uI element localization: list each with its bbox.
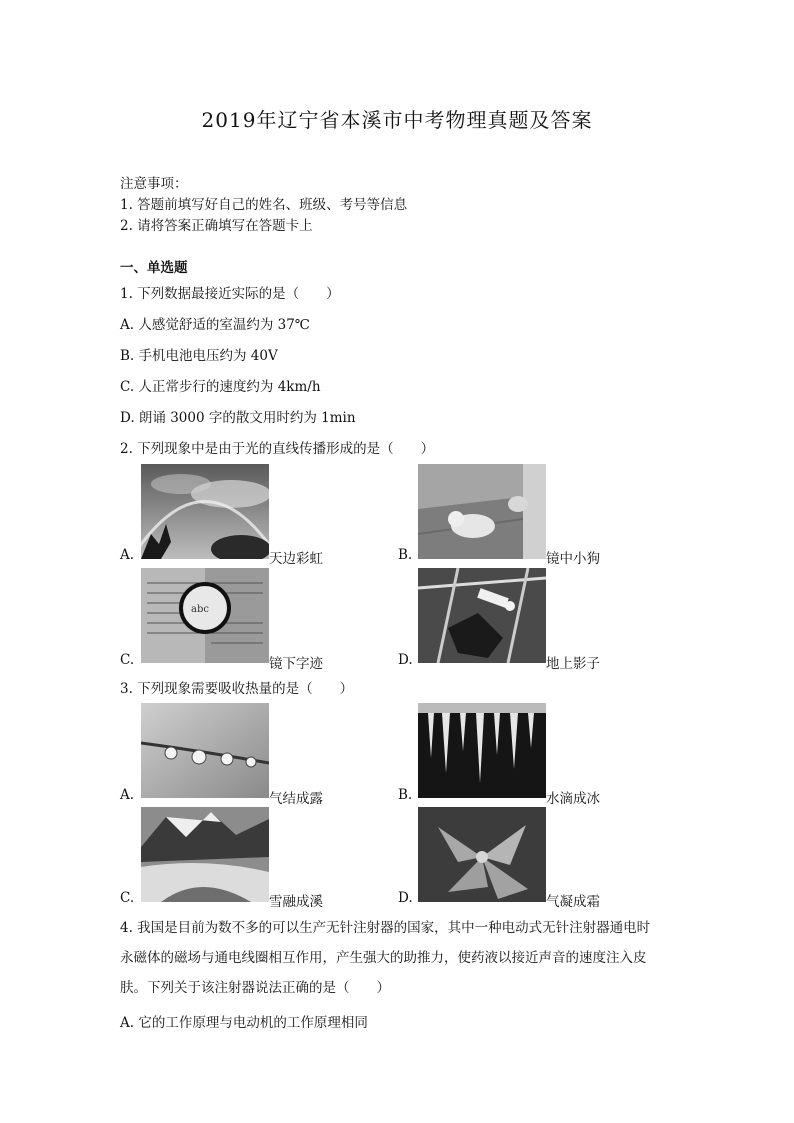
q2-stem: 2. 下列现象中是由于光的直线传播形成的是（ ） <box>120 441 435 457</box>
notes-heading: 注意事项： <box>120 176 188 192</box>
icicles-photo <box>418 703 546 798</box>
magnifier-photo <box>141 568 269 663</box>
q1-option-a: A. 人感觉舒适的室温约为 37℃ <box>120 317 310 333</box>
q1-option-b: B. 手机电池电压约为 40V <box>120 348 278 364</box>
frost-photo <box>418 807 546 902</box>
q1-stem: 1. 下列数据最接近实际的是（ ） <box>120 286 340 302</box>
q3-option-c-caption: 雪融成溪 <box>269 894 323 910</box>
q4-line: 肤。下列关于该注射器说法正确的是（ ） <box>120 980 390 996</box>
q2-option-b-letter: B. <box>398 547 413 563</box>
q4-option-a: A. 它的工作原理与电动机的工作原理相同 <box>120 1015 368 1031</box>
q4-line: 永磁体的磁场与通电线圈相互作用，产生强大的助推力，使药液以接近声音的速度注入皮 <box>120 950 647 966</box>
q1-option-d: D. 朗诵 3000 字的散文用时约为 1min <box>120 410 356 426</box>
q2-option-c-letter: C. <box>120 652 135 668</box>
rainbow-photo <box>141 464 269 559</box>
page-title: 2019年辽宁省本溪市中考物理真题及答案 <box>201 108 593 132</box>
q2-option-a-letter: A. <box>120 547 135 563</box>
q3-option-a-letter: A. <box>120 787 135 803</box>
q2-option-c-caption: 镜下字迹 <box>269 656 323 672</box>
notes-item: 1. 答题前填写好自己的姓名、班级、考号等信息 <box>120 197 408 213</box>
dog-mirror-photo <box>418 464 546 559</box>
q3-option-d-caption: 气凝成霜 <box>546 894 600 910</box>
shadow-photo <box>418 568 546 663</box>
q3-option-d-letter: D. <box>398 890 413 906</box>
q2-option-a-caption: 天边彩虹 <box>269 551 323 567</box>
q2-option-b-caption: 镜中小狗 <box>546 551 600 567</box>
svg-text:abc: abc <box>191 604 209 615</box>
q4-line: 4. 我国是目前为数不多的可以生产无针注射器的国家，其中一种电动式无针注射器通电时 <box>120 920 651 936</box>
q3-option-b-caption: 水滴成冰 <box>546 791 600 807</box>
q3-option-c-letter: C. <box>120 890 135 906</box>
dew-photo <box>141 703 269 798</box>
q1-option-c: C. 人正常步行的速度约为 4km/h <box>120 379 321 395</box>
q2-option-d-letter: D. <box>398 652 413 668</box>
section-heading: 一、单选题 <box>120 260 188 276</box>
q3-option-a-caption: 气结成露 <box>269 791 323 807</box>
notes-item: 2. 请将答案正确填写在答题卡上 <box>120 218 313 234</box>
q3-option-b-letter: B. <box>398 787 413 803</box>
q2-option-d-caption: 地上影子 <box>546 656 600 672</box>
snow-stream-photo <box>141 807 269 902</box>
q3-stem: 3. 下列现象需要吸收热量的是（ ） <box>120 681 354 697</box>
